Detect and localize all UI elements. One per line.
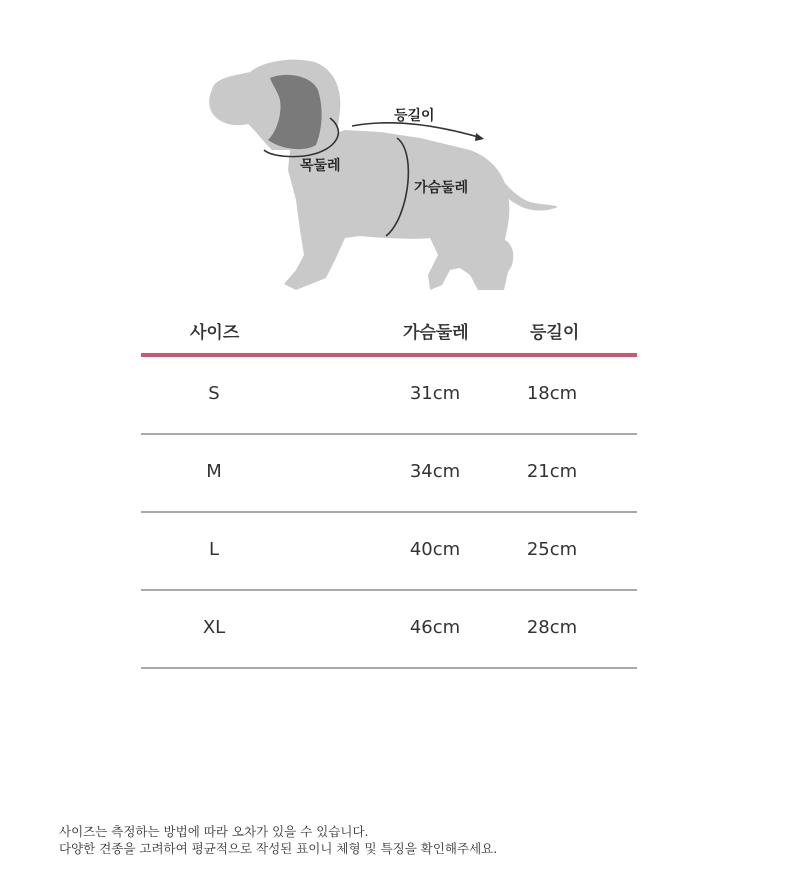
chest-cell: 40cm [409, 539, 461, 560]
chest-label: 가슴둘레 [414, 180, 469, 196]
dog-silhouette-icon [209, 60, 558, 290]
back-length-cell: 28cm [526, 617, 578, 638]
table-row [141, 435, 637, 513]
size-table [141, 310, 637, 669]
note-line-2: 다양한 견종을 고려하여 평균적으로 작성된 표이니 체형 및 특징을 확인해주세요. [59, 841, 498, 856]
chest-cell: 46cm [409, 617, 461, 638]
back-length-label: 등길이 [394, 108, 435, 124]
header-size: 사이즈 [190, 323, 240, 343]
size-cell: XL [202, 617, 226, 638]
header-chest: 가슴둘레 [403, 323, 469, 343]
size-notes [59, 823, 497, 857]
back-length-cell: 25cm [526, 539, 578, 560]
dog-measurement-diagram [0, 0, 800, 310]
size-guide-illustration [0, 0, 800, 310]
table-row [141, 513, 637, 591]
note-line-1: 사이즈는 측정하는 방법에 따라 오차가 있을 수 있습니다. [59, 824, 369, 839]
chest-cell: 34cm [409, 461, 461, 482]
header-back-length: 등길이 [530, 323, 580, 343]
size-cell: S [208, 383, 220, 404]
size-table-header [141, 310, 637, 357]
table-row [141, 591, 637, 669]
chest-cell: 31cm [409, 383, 461, 404]
size-cell: M [206, 461, 222, 482]
size-cell: L [208, 539, 220, 560]
table-row [141, 357, 637, 435]
back-length-cell: 21cm [526, 461, 578, 482]
back-length-cell: 18cm [526, 383, 578, 404]
neck-label: 목둘레 [300, 158, 341, 174]
